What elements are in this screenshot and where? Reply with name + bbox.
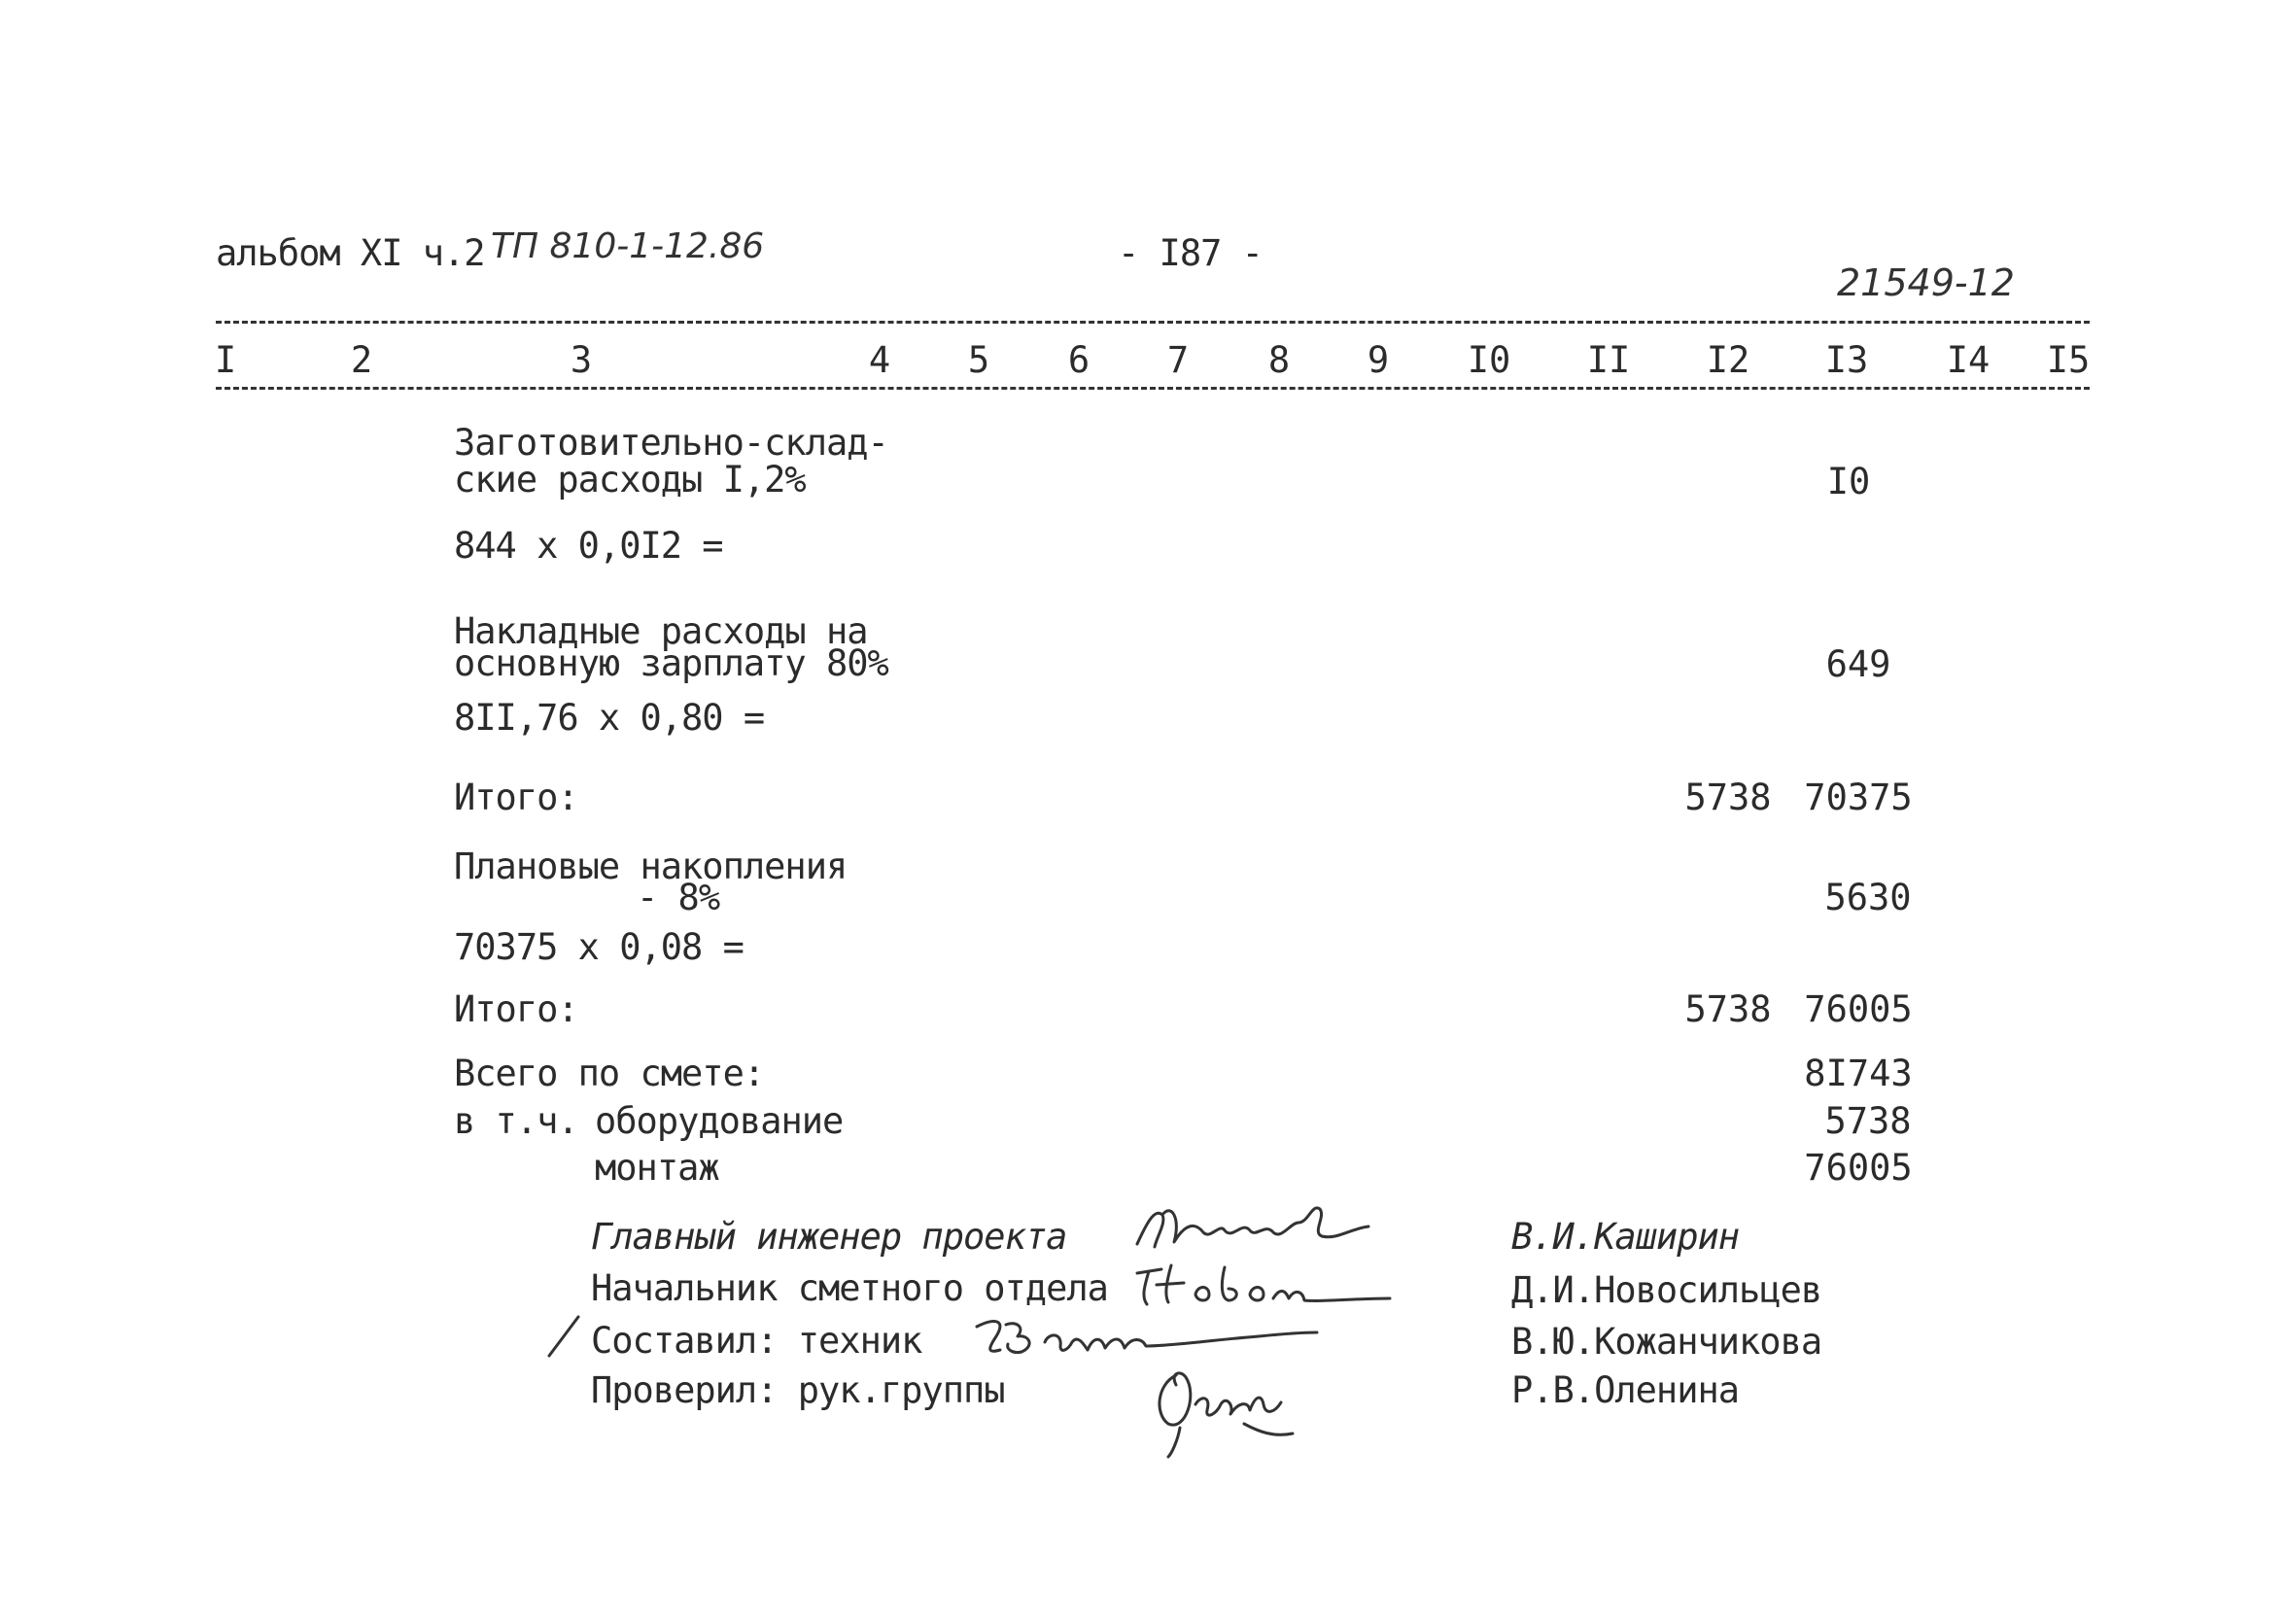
column-number: 5 [967,339,990,381]
project-code: ТП 810-1-12.86 [491,226,765,266]
album-label: альбом XI ч.2 [216,232,485,274]
top-dashed-rule [216,321,2090,324]
vsego-label: Всего по смете: [454,1053,765,1094]
column-number: 7 [1166,339,1190,381]
signature-role: Начальник сметного отдела [591,1267,1108,1309]
signature-role: Главный инженер проекта [591,1216,1067,1258]
zagot-value: I0 [1826,461,1871,502]
column-number: 2 [350,339,373,381]
column-number: II [1586,339,1631,381]
signature-role: Проверил: рук.группы [591,1369,1005,1411]
handwritten-signature [1127,1193,1380,1261]
zagot-label-line1: Заготовительно-склад- [454,422,888,464]
itogo1-label: Итого: [454,777,578,818]
column-number: 4 [868,339,891,381]
document-number: 21549-12 [1837,261,2015,304]
check-mark [544,1312,583,1361]
oborud-value: 5738 [1824,1100,1912,1142]
bottom-dashed-rule [216,387,2090,390]
itogo2-label: Итого: [454,988,578,1030]
handwritten-signature [1147,1356,1322,1463]
itogo1-col13: 70375 [1804,777,1913,818]
column-number: 6 [1067,339,1091,381]
column-number: 8 [1267,339,1291,381]
itogo1-col12: 5738 [1684,777,1772,818]
signature-name: В.И.Каширин [1511,1216,1740,1258]
column-number: 9 [1367,339,1390,381]
nakl-label-line2: основную зарплату 80% [454,642,888,684]
column-number: I5 [2046,339,2091,381]
itogo2-col13: 76005 [1804,988,1913,1030]
plan-label-line2: - 8% [637,877,720,918]
column-number: I [214,339,237,381]
signature-name: Д.И.Новосильцев [1511,1269,1822,1311]
signature-name: В.Ю.Кожанчикова [1511,1321,1822,1363]
plan-label-line1: Плановые накопления [454,846,848,887]
nakl-label-line1: Накладные расходы на [454,610,868,652]
column-number: I4 [1946,339,1991,381]
signature-name: Р.В.Оленина [1511,1369,1740,1411]
zagot-label-line2: ские расходы I,2% [454,459,806,501]
column-number: I0 [1467,339,1511,381]
montazh-label: монтаж [595,1147,719,1189]
plan-value: 5630 [1824,877,1912,918]
zagot-calc: 844 x 0,0I2 = [454,525,723,567]
column-number: I3 [1824,339,1869,381]
vtch-label: в т.ч. [454,1100,578,1142]
page-number: - I87 - [1118,232,1263,274]
nakl-value: 649 [1825,643,1891,685]
montazh-value: 76005 [1804,1147,1913,1189]
column-number: 3 [570,339,593,381]
signature-role: Составил: техник [591,1320,922,1362]
oborud-label: оборудование [595,1100,844,1142]
column-number: I2 [1706,339,1750,381]
handwritten-signature [1127,1256,1400,1314]
nakl-calc: 8II,76 x 0,80 = [454,697,765,739]
itogo2-col12: 5738 [1684,988,1772,1030]
vsego-value: 8I743 [1804,1053,1913,1094]
plan-calc: 70375 x 0,08 = [454,926,744,968]
